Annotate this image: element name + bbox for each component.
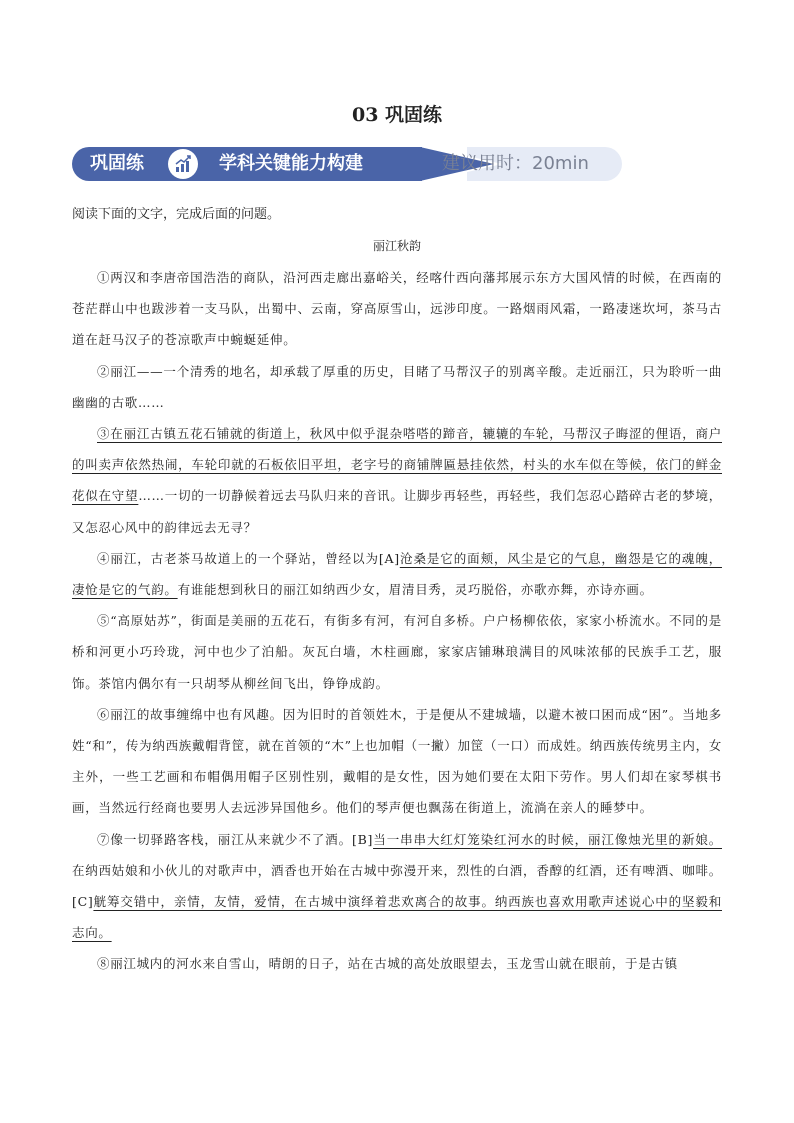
paragraph-5: ⑤“高原姑苏”，街面是美丽的五花石，有街多有河，有河自多桥。户户杨柳依依，家家小桥流水。不同的是桥和河更小巧玲珑，河中也少了泊船。灰瓦白墙，木柱画廊，家家店铺琳琅满目的风味浓郁的民族手工艺，服饰。茶馆内偶尔有一只胡琴从柳丝间飞出，铮铮成韵。: [72, 613, 722, 691]
paragraph-8: ⑧丽江城内的河水来自雪山，晴朗的日子，站在古城的高处放眼望去，玉龙雪山就在眼前，于是古镇: [97, 956, 678, 972]
underlined-sentence-a: 沧桑是它的面颊，风尘是它的气息，幽怨是它的魂魄，凄怆是它的气韵。: [72, 550, 722, 598]
paragraph-7-start: ⑦像一切驿路客栈，丽江从来就少不了酒。[B]: [97, 831, 374, 847]
page-title: 03 巩固练: [351, 104, 443, 126]
underlined-sentence-b: 当一串串大红灯笼染红河水的时候，丽江像烛光里的新娘。: [373, 831, 722, 847]
suggested-time: 建议用时：20min: [442, 153, 589, 174]
paragraph-4-start: ④丽江，古老茶马故道上的一个驿站，曾经以为[A]: [97, 550, 400, 566]
banner-label: 巩固练: [90, 153, 144, 174]
paragraph-1: ①两汉和李唐帝国浩浩的商队，沿河西走廊出嘉峪关，经喀什西向藩邦展示东方大国风情的时候，在西南的苍茫群山中也跋涉着一支马队，出蜀中、云南，穿高原雪山，远涉印度。一路烟雨风霜，一路凄迷坎坷，茶马古道在赶马汉子的苍凉歌声中蜿蜒延伸。: [72, 270, 722, 348]
underlined-passage-3: ③在丽江古镇五花石铺就的街道上，秋风中似乎混杂嗒嗒的蹄音，辘辘的车轮，马帮汉子晦涩的俚语，商户的叫卖声依然热闹，车轮印就的石板依旧平坦，老字号的商铺牌匾悬挂依然，村头的水车似在等候，依门的鲜金花似在守望: [72, 426, 722, 504]
essay-title: 丽江秋韵: [372, 239, 421, 253]
paragraph-4-rest: 有谁能想到秋日的丽江如纳西少女，眉清目秀，灵巧脱俗，亦歌亦舞，亦诗亦画。: [177, 582, 653, 598]
underlined-sentence-c: 觥筹交错中，亲情，友情，爱情，在古城中演绎着悲欢离合的故事。纳西族也喜欢用歌声述说心中的坚毅和志向。: [72, 894, 722, 941]
paragraph-6: ⑥丽江的故事缠绵中也有风趣。因为旧时的首领姓木，于是便从不建城墙，以避木被口困而成“困”。当地多姓“和”，传为纳西族戴帽背筐，就在首领的“木”上也加帽（一撇）加筐（一口）而成姓。纳西族传统男主内，女主外，一些工艺画和布帽偶用帽子区别性别，戴帽的是女性，因为她们要在太阳下劳作。男人们却在家琴棋书画，当然远行经商也要男人去远涉异国他乡。他们的琴声便也飘荡在街道上，流淌在亲人的睡梦中。: [72, 706, 722, 816]
paragraph-7-mid: 在纳西姑娘和小伙儿的对歌声中，酒香也开始在古城中弥漫开来，烈性的白酒，香醇的红酒，还有啤酒、咖啡。[C]: [72, 862, 722, 910]
instruction-text: 阅读下面的文字，完成后面的问题。: [72, 207, 281, 222]
paragraph-4: [72, 543, 722, 605]
banner-subtitle: 学科关键能力构建: [219, 153, 363, 174]
paragraph-3: [72, 418, 722, 543]
chart-growth-icon: [168, 149, 198, 179]
paragraph-7: [72, 824, 722, 949]
section-banner: [72, 147, 622, 181]
essay-passage: [72, 262, 722, 980]
paragraph-3-rest: ……一切的一切静候着远去马队归来的音讯。让脚步再轻些，再轻些，我们怎忍心踏碎古老的梦境，又怎忍心风中的韵律远去无寻？: [72, 488, 722, 535]
paragraph-2: ②丽江——一个清秀的地名，却承载了厚重的历史，目睹了马帮汉子的别离辛酸。走近丽江，只为聆听一曲幽幽的古歌……: [72, 363, 722, 410]
